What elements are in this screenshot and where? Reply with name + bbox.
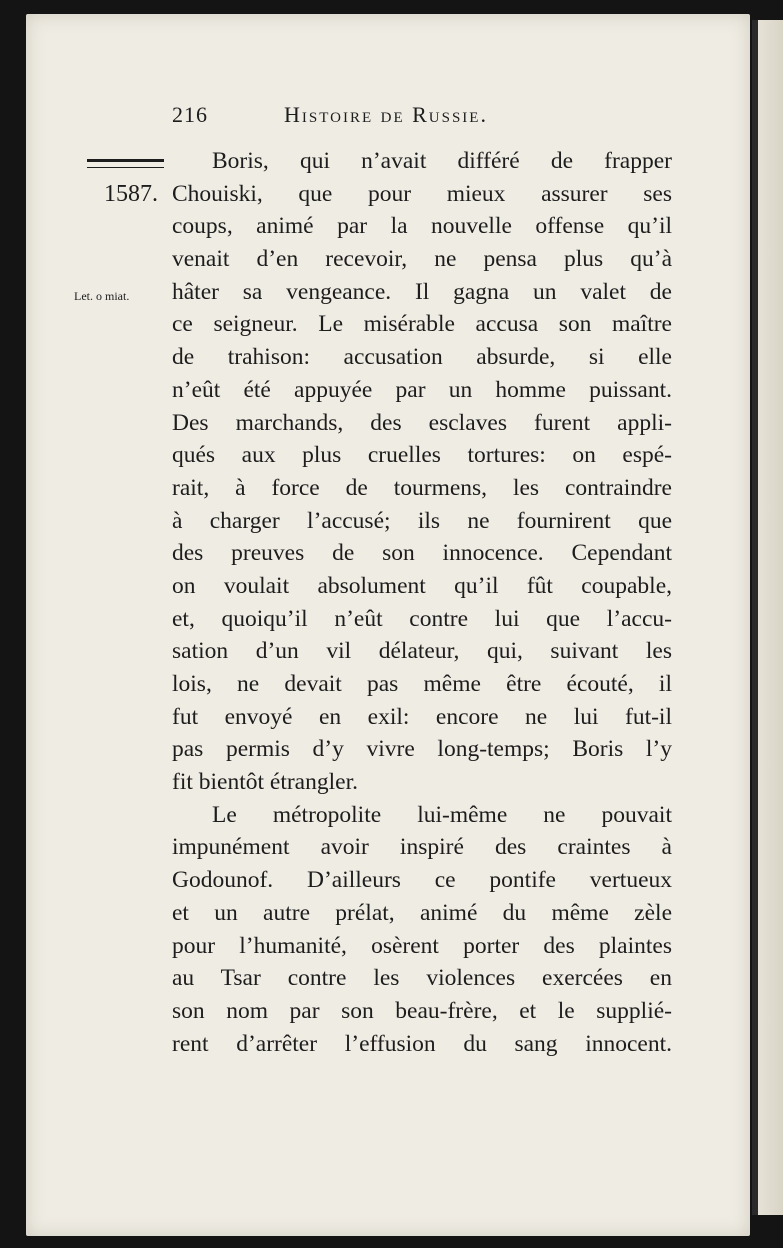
section-rule — [87, 159, 164, 168]
text-line: Le métropolite lui-même ne pouvait — [212, 801, 672, 828]
text-line: Des marchands, des esclaves furent appli- — [172, 409, 672, 436]
body-text — [172, 145, 672, 1060]
text-line: Chouiski, que pour mieux assurer ses — [172, 180, 672, 207]
text-line: fit bientôt étrangler. — [172, 769, 358, 796]
margin-year: 1587. — [104, 181, 158, 207]
text-line: coups, animé par la nouvelle offense qu’il — [172, 213, 672, 240]
text-line: ce seigneur. Le misérable accusa son maître — [172, 311, 672, 338]
text-line: on voulait absolument qu’il fût coupable, — [172, 572, 672, 599]
margin-note: Let. o miat. — [74, 289, 130, 303]
text-line: n’eût été appuyée par un homme puissant. — [172, 376, 672, 403]
text-line: fut envoyé en exil: encore ne lui fut-il — [172, 703, 672, 730]
page-header — [172, 102, 572, 132]
text-line: impunément avoir inspiré des craintes à — [172, 834, 672, 861]
text-line: rait, à force de tourmens, les contraindre — [172, 474, 672, 501]
text-line: Boris, qui n’avait différé de frapper — [212, 148, 672, 174]
text-line: Godounof. D’ailleurs ce pontife vertueux — [172, 867, 672, 894]
text-line: hâter sa vengeance. Il gagna un valet de — [172, 278, 672, 305]
text-line: au Tsar contre les violences exercées en — [172, 965, 672, 992]
text-line: et un autre prélat, animé du même zèle — [172, 899, 672, 926]
text-line: des preuves de son innocence. Cependant — [172, 540, 672, 567]
text-line: qués aux plus cruelles tortures: on espé- — [172, 442, 672, 469]
text-line: sation d’un vil délateur, qui, suivant les — [172, 638, 672, 665]
text-line: lois, ne devait pas même être écouté, il — [172, 671, 672, 697]
text-line: à charger l’accusé; ils ne fournirent que — [172, 507, 672, 534]
page-number: 216 — [172, 102, 208, 127]
next-page-edge — [752, 20, 783, 1215]
running-title: Histoire de Russie. — [284, 102, 488, 127]
text-line: et, quoiqu’il n’eût contre lui que l’accu- — [172, 605, 672, 632]
text-line: de trahison: accusation absurde, si elle — [172, 344, 672, 371]
text-line: venait d’en recevoir, ne pensa plus qu’à — [172, 246, 672, 273]
text-line: pour l’humanité, osèrent porter des plaintes — [172, 932, 672, 959]
text-line: son nom par son beau-frère, et le supplié- — [172, 997, 672, 1024]
text-line: pas permis d’y vivre long-temps; Boris l’y — [172, 736, 672, 763]
text-line: rent d’arrêter l’effusion du sang innocent. — [172, 1030, 672, 1057]
